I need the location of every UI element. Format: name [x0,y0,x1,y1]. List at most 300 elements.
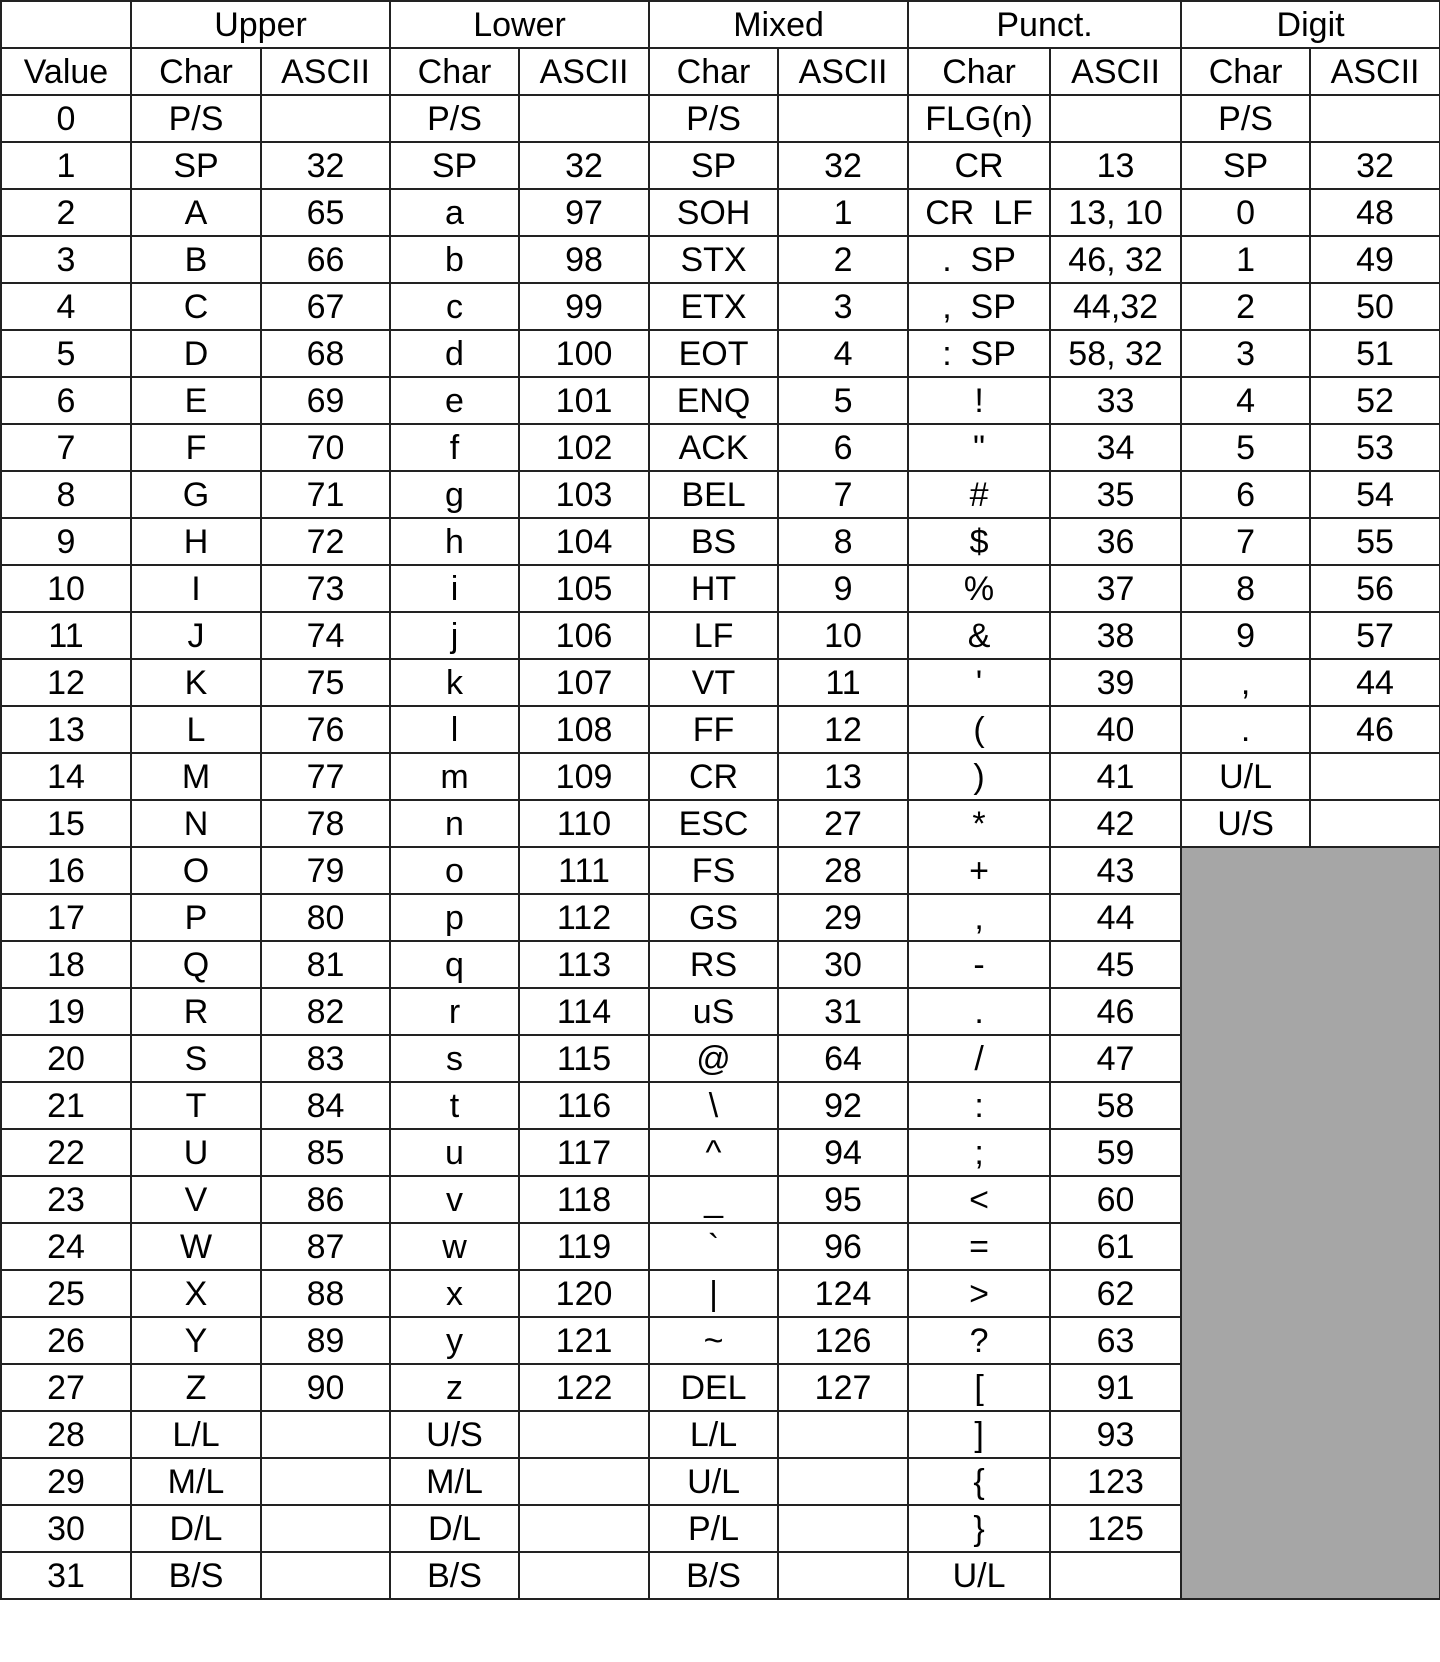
table-row [1,565,1440,612]
lower-ascii-cell: 122 [519,1364,649,1411]
punct-char-cell: ' [908,659,1050,706]
mixed-char-cell: RS [649,941,778,988]
upper-char-cell: M/L [131,1458,261,1505]
mixed-char-cell: HT [649,565,778,612]
upper-char-cell: Y [131,1317,261,1364]
punct-char-cell: % [908,565,1050,612]
lower-ascii-cell [519,1552,649,1599]
digit-char-cell: U/L [1181,753,1310,800]
upper-char-cell: S [131,1035,261,1082]
char-header: Char [908,48,1050,95]
upper-char-cell: X [131,1270,261,1317]
lower-char-cell: n [390,800,519,847]
punct-char-cell: [ [908,1364,1050,1411]
lower-ascii-cell: 111 [519,847,649,894]
mixed-char-cell: FS [649,847,778,894]
digit-char-cell: 4 [1181,377,1310,424]
punct-ascii-cell: 42 [1050,800,1181,847]
punct-char-cell: " [908,424,1050,471]
mixed-char-cell: SP [649,142,778,189]
upper-char-cell: V [131,1176,261,1223]
lower-char-cell: w [390,1223,519,1270]
punct-char-cell: , SP [908,283,1050,330]
ascii-header: ASCII [519,48,649,95]
punct-char-cell: ) [908,753,1050,800]
upper-ascii-cell [261,95,390,142]
value-cell: 19 [1,988,131,1035]
mixed-char-cell: ^ [649,1129,778,1176]
char-header: Char [131,48,261,95]
value-cell: 22 [1,1129,131,1176]
mixed-ascii-cell: 3 [778,283,908,330]
upper-char-cell: K [131,659,261,706]
lower-ascii-cell: 102 [519,424,649,471]
upper-ascii-cell: 65 [261,189,390,236]
upper-char-cell: I [131,565,261,612]
lower-char-cell: a [390,189,519,236]
value-cell: 1 [1,142,131,189]
mixed-char-cell: @ [649,1035,778,1082]
value-cell: 27 [1,1364,131,1411]
lower-ascii-cell: 32 [519,142,649,189]
punct-ascii-cell: 43 [1050,847,1181,894]
mixed-char-cell: BEL [649,471,778,518]
mixed-char-cell: P/L [649,1505,778,1552]
punct-ascii-cell: 41 [1050,753,1181,800]
mixed-char-cell: VT [649,659,778,706]
upper-char-cell: Q [131,941,261,988]
lower-ascii-cell [519,1505,649,1552]
digit-char-cell: P/S [1181,95,1310,142]
digit-char-cell: 2 [1181,283,1310,330]
mixed-char-cell: \ [649,1082,778,1129]
lower-char-cell: b [390,236,519,283]
mixed-ascii-cell: 29 [778,894,908,941]
punct-ascii-cell: 46, 32 [1050,236,1181,283]
mixed-ascii-cell: 127 [778,1364,908,1411]
punct-char-cell: U/L [908,1552,1050,1599]
punct-ascii-cell: 58 [1050,1082,1181,1129]
lower-char-cell: k [390,659,519,706]
table-row [1,283,1440,330]
upper-char-cell: G [131,471,261,518]
lower-ascii-cell: 117 [519,1129,649,1176]
char-header: Char [1181,48,1310,95]
punct-char-cell: ! [908,377,1050,424]
mixed-ascii-cell: 11 [778,659,908,706]
punct-ascii-cell [1050,95,1181,142]
lower-ascii-cell: 114 [519,988,649,1035]
mixed-char-cell: GS [649,894,778,941]
punct-char-cell: / [908,1035,1050,1082]
mixed-ascii-cell: 1 [778,189,908,236]
group-header: Upper [131,1,390,48]
mixed-ascii-cell: 32 [778,142,908,189]
lower-char-cell: g [390,471,519,518]
punct-ascii-cell: 58, 32 [1050,330,1181,377]
punct-char-cell: ] [908,1411,1050,1458]
punct-ascii-cell: 125 [1050,1505,1181,1552]
upper-ascii-cell: 74 [261,612,390,659]
value-cell: 28 [1,1411,131,1458]
mixed-ascii-cell: 7 [778,471,908,518]
mixed-ascii-cell: 28 [778,847,908,894]
value-cell: 30 [1,1505,131,1552]
upper-char-cell: D [131,330,261,377]
mixed-char-cell: LF [649,612,778,659]
upper-ascii-cell: 76 [261,706,390,753]
punct-char-cell: > [908,1270,1050,1317]
mixed-char-cell: ` [649,1223,778,1270]
mixed-char-cell: EOT [649,330,778,377]
digit-ascii-cell: 46 [1310,706,1440,753]
lower-char-cell: M/L [390,1458,519,1505]
lower-ascii-cell [519,1458,649,1505]
table-row [1,612,1440,659]
digit-ascii-cell: 32 [1310,142,1440,189]
punct-ascii-cell: 47 [1050,1035,1181,1082]
table-row [1,847,1440,894]
punct-ascii-cell: 60 [1050,1176,1181,1223]
ascii-header: ASCII [1310,48,1440,95]
punct-char-cell: * [908,800,1050,847]
lower-ascii-cell: 98 [519,236,649,283]
punct-char-cell: + [908,847,1050,894]
upper-char-cell: E [131,377,261,424]
upper-ascii-cell: 79 [261,847,390,894]
punct-char-cell: $ [908,518,1050,565]
punct-char-cell: : [908,1082,1050,1129]
mixed-char-cell: | [649,1270,778,1317]
upper-ascii-cell: 80 [261,894,390,941]
lower-ascii-cell: 107 [519,659,649,706]
ascii-header: ASCII [261,48,390,95]
lower-char-cell: q [390,941,519,988]
table-row [1,753,1440,800]
value-cell: 17 [1,894,131,941]
group-header: Digit [1181,1,1440,48]
digit-ascii-cell: 56 [1310,565,1440,612]
value-cell: 0 [1,95,131,142]
upper-char-cell: D/L [131,1505,261,1552]
lower-char-cell: m [390,753,519,800]
corner-cell [1,1,131,48]
table-row [1,800,1440,847]
value-cell: 8 [1,471,131,518]
lower-char-cell: j [390,612,519,659]
digit-ascii-cell: 44 [1310,659,1440,706]
punct-char-cell: = [908,1223,1050,1270]
punct-ascii-cell: 34 [1050,424,1181,471]
value-cell: 4 [1,283,131,330]
upper-char-cell: L/L [131,1411,261,1458]
value-cell: 18 [1,941,131,988]
mixed-ascii-cell [778,1552,908,1599]
lower-ascii-cell: 113 [519,941,649,988]
punct-ascii-cell: 62 [1050,1270,1181,1317]
group-header: Lower [390,1,649,48]
punct-ascii-cell: 61 [1050,1223,1181,1270]
upper-char-cell: B/S [131,1552,261,1599]
value-cell: 10 [1,565,131,612]
lower-char-cell: y [390,1317,519,1364]
table-row [1,330,1440,377]
mixed-char-cell: ACK [649,424,778,471]
punct-ascii-cell: 93 [1050,1411,1181,1458]
mixed-ascii-cell: 27 [778,800,908,847]
upper-ascii-cell: 86 [261,1176,390,1223]
upper-ascii-cell: 70 [261,424,390,471]
mixed-char-cell: _ [649,1176,778,1223]
value-cell: 14 [1,753,131,800]
upper-ascii-cell [261,1552,390,1599]
group-header: Mixed [649,1,908,48]
lower-ascii-cell: 104 [519,518,649,565]
digit-ascii-cell: 53 [1310,424,1440,471]
punct-ascii-cell: 35 [1050,471,1181,518]
digit-ascii-cell: 51 [1310,330,1440,377]
upper-ascii-cell: 68 [261,330,390,377]
table-row [1,236,1440,283]
table-row [1,518,1440,565]
table-row [1,471,1440,518]
lower-ascii-cell: 106 [519,612,649,659]
upper-char-cell: M [131,753,261,800]
lower-char-cell: D/L [390,1505,519,1552]
upper-char-cell: H [131,518,261,565]
mixed-ascii-cell: 126 [778,1317,908,1364]
digit-char-cell: 7 [1181,518,1310,565]
upper-char-cell: N [131,800,261,847]
lower-char-cell: o [390,847,519,894]
lower-char-cell: U/S [390,1411,519,1458]
table-row [1,706,1440,753]
lower-ascii-cell: 108 [519,706,649,753]
value-cell: 23 [1,1176,131,1223]
punct-ascii-cell: 13 [1050,142,1181,189]
upper-char-cell: W [131,1223,261,1270]
upper-ascii-cell: 73 [261,565,390,612]
punct-ascii-cell: 91 [1050,1364,1181,1411]
column-header-row [1,48,1440,95]
value-cell: 29 [1,1458,131,1505]
lower-char-cell: t [390,1082,519,1129]
value-cell: 5 [1,330,131,377]
upper-ascii-cell: 88 [261,1270,390,1317]
lower-ascii-cell: 99 [519,283,649,330]
mixed-char-cell: FF [649,706,778,753]
value-cell: 31 [1,1552,131,1599]
upper-ascii-cell: 32 [261,142,390,189]
value-cell: 16 [1,847,131,894]
mixed-ascii-cell: 4 [778,330,908,377]
mixed-ascii-cell: 10 [778,612,908,659]
punct-ascii-cell [1050,1552,1181,1599]
digit-ascii-cell: 49 [1310,236,1440,283]
lower-ascii-cell [519,95,649,142]
punct-ascii-cell: 33 [1050,377,1181,424]
punct-ascii-cell: 59 [1050,1129,1181,1176]
mixed-ascii-cell: 2 [778,236,908,283]
unused-digit-area [1181,847,1440,1599]
upper-char-cell: C [131,283,261,330]
digit-char-cell: 0 [1181,189,1310,236]
upper-ascii-cell: 81 [261,941,390,988]
upper-ascii-cell: 78 [261,800,390,847]
lower-ascii-cell: 109 [519,753,649,800]
mixed-ascii-cell: 95 [778,1176,908,1223]
lower-ascii-cell: 115 [519,1035,649,1082]
digit-char-cell: 8 [1181,565,1310,612]
digit-char-cell: , [1181,659,1310,706]
value-cell: 9 [1,518,131,565]
upper-char-cell: P/S [131,95,261,142]
upper-ascii-cell: 75 [261,659,390,706]
lower-ascii-cell: 112 [519,894,649,941]
table-row [1,377,1440,424]
char-header: Char [390,48,519,95]
upper-ascii-cell [261,1458,390,1505]
punct-char-cell: ; [908,1129,1050,1176]
upper-char-cell: R [131,988,261,1035]
mixed-ascii-cell: 9 [778,565,908,612]
upper-char-cell: L [131,706,261,753]
lower-char-cell: u [390,1129,519,1176]
mixed-ascii-cell [778,1411,908,1458]
mixed-ascii-cell: 30 [778,941,908,988]
char-header: Char [649,48,778,95]
digit-ascii-cell: 50 [1310,283,1440,330]
value-cell: 24 [1,1223,131,1270]
value-cell: 13 [1,706,131,753]
upper-char-cell: Z [131,1364,261,1411]
table-row [1,189,1440,236]
ascii-header: ASCII [1050,48,1181,95]
upper-ascii-cell: 85 [261,1129,390,1176]
upper-char-cell: U [131,1129,261,1176]
mixed-ascii-cell [778,1458,908,1505]
punct-char-cell: . SP [908,236,1050,283]
value-header: Value [1,48,131,95]
lower-ascii-cell: 97 [519,189,649,236]
digit-char-cell: 9 [1181,612,1310,659]
digit-char-cell: U/S [1181,800,1310,847]
mixed-char-cell: B/S [649,1552,778,1599]
punct-ascii-cell: 44 [1050,894,1181,941]
punct-ascii-cell: 37 [1050,565,1181,612]
lower-char-cell: f [390,424,519,471]
lower-char-cell: SP [390,142,519,189]
digit-char-cell: 6 [1181,471,1310,518]
mixed-char-cell: ~ [649,1317,778,1364]
digit-ascii-cell [1310,800,1440,847]
table-row [1,659,1440,706]
punct-char-cell: : SP [908,330,1050,377]
punct-char-cell: & [908,612,1050,659]
punct-char-cell: < [908,1176,1050,1223]
mixed-char-cell: P/S [649,95,778,142]
upper-ascii-cell: 72 [261,518,390,565]
mixed-char-cell: U/L [649,1458,778,1505]
lower-char-cell: l [390,706,519,753]
upper-ascii-cell: 87 [261,1223,390,1270]
upper-ascii-cell: 83 [261,1035,390,1082]
lower-char-cell: h [390,518,519,565]
lower-char-cell: z [390,1364,519,1411]
upper-char-cell: A [131,189,261,236]
mixed-ascii-cell: 96 [778,1223,908,1270]
lower-ascii-cell: 110 [519,800,649,847]
digit-ascii-cell: 55 [1310,518,1440,565]
value-cell: 11 [1,612,131,659]
mixed-ascii-cell: 124 [778,1270,908,1317]
mixed-ascii-cell: 31 [778,988,908,1035]
upper-ascii-cell: 77 [261,753,390,800]
ascii-header: ASCII [778,48,908,95]
mixed-ascii-cell: 6 [778,424,908,471]
upper-char-cell: SP [131,142,261,189]
upper-char-cell: F [131,424,261,471]
lower-char-cell: e [390,377,519,424]
digit-ascii-cell: 57 [1310,612,1440,659]
mixed-ascii-cell: 94 [778,1129,908,1176]
value-cell: 6 [1,377,131,424]
lower-ascii-cell [519,1411,649,1458]
lower-char-cell: c [390,283,519,330]
mixed-ascii-cell [778,1505,908,1552]
punct-ascii-cell: 39 [1050,659,1181,706]
upper-ascii-cell: 89 [261,1317,390,1364]
upper-char-cell: J [131,612,261,659]
mixed-ascii-cell: 12 [778,706,908,753]
mixed-char-cell: STX [649,236,778,283]
punct-ascii-cell: 123 [1050,1458,1181,1505]
mixed-char-cell: L/L [649,1411,778,1458]
punct-char-cell: ? [908,1317,1050,1364]
upper-ascii-cell: 84 [261,1082,390,1129]
table-row [1,95,1440,142]
punct-char-cell: ( [908,706,1050,753]
upper-ascii-cell [261,1411,390,1458]
lower-ascii-cell: 121 [519,1317,649,1364]
mixed-char-cell: ETX [649,283,778,330]
punct-ascii-cell: 63 [1050,1317,1181,1364]
upper-ascii-cell: 90 [261,1364,390,1411]
lower-char-cell: v [390,1176,519,1223]
digit-char-cell: SP [1181,142,1310,189]
digit-ascii-cell: 48 [1310,189,1440,236]
mixed-char-cell: ENQ [649,377,778,424]
mixed-ascii-cell [778,95,908,142]
value-cell: 12 [1,659,131,706]
punct-char-cell: } [908,1505,1050,1552]
digit-ascii-cell [1310,753,1440,800]
lower-char-cell: B/S [390,1552,519,1599]
punct-ascii-cell: 36 [1050,518,1181,565]
upper-char-cell: O [131,847,261,894]
value-cell: 7 [1,424,131,471]
group-header: Punct. [908,1,1181,48]
punct-char-cell: { [908,1458,1050,1505]
lower-ascii-cell: 100 [519,330,649,377]
upper-ascii-cell: 69 [261,377,390,424]
punct-char-cell: FLG(n) [908,95,1050,142]
punct-char-cell: CR LF [908,189,1050,236]
digit-char-cell: 5 [1181,424,1310,471]
lower-ascii-cell: 103 [519,471,649,518]
mixed-ascii-cell: 64 [778,1035,908,1082]
punct-char-cell: - [908,941,1050,988]
